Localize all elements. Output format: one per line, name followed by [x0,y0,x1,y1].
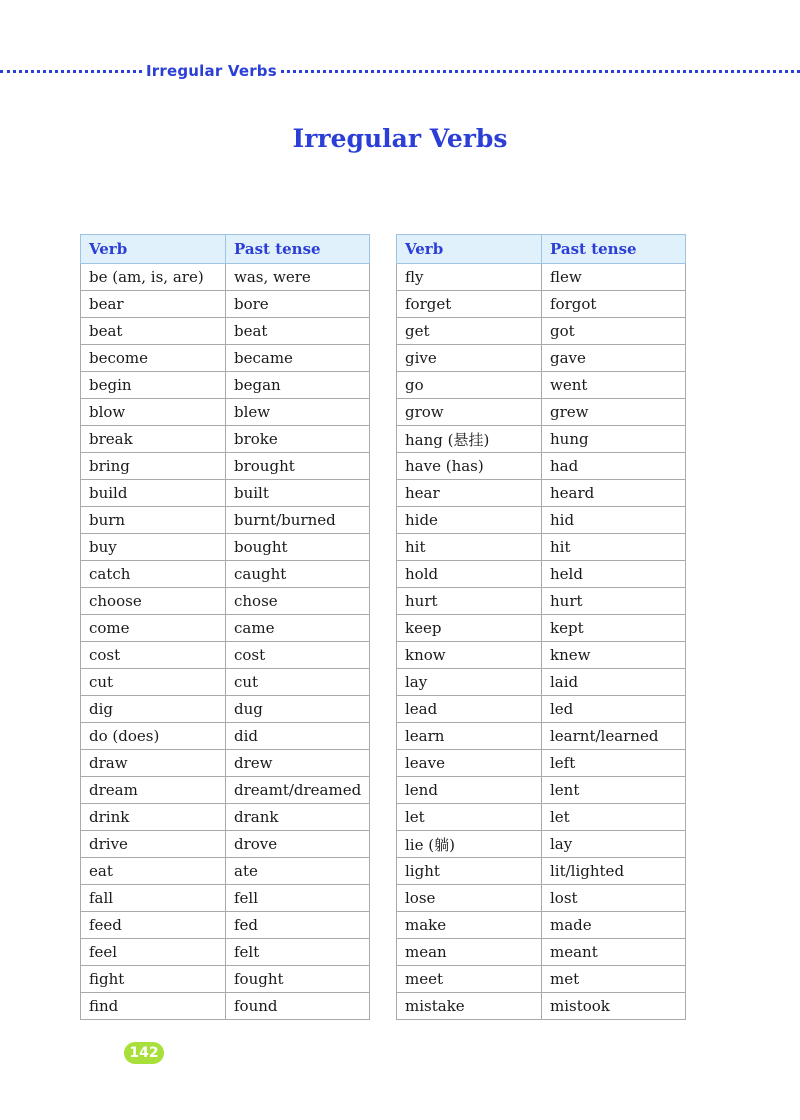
verb-cell: lie (躺) [397,831,542,858]
table-row [81,750,370,777]
column-header-verb: Verb [397,235,542,264]
verb-cell: make [397,912,542,939]
past-tense-cell: brought [226,453,370,480]
table-row [81,669,370,696]
verb-cell: meet [397,966,542,993]
table-row [397,453,686,480]
past-tense-cell: went [542,372,686,399]
past-tense-cell: forgot [542,291,686,318]
past-tense-cell: meant [542,939,686,966]
verb-cell: forget [397,291,542,318]
table-row [397,318,686,345]
past-tense-cell: beat [226,318,370,345]
table-row [397,480,686,507]
past-tense-cell: grew [542,399,686,426]
verb-cell: give [397,345,542,372]
past-tense-cell: gave [542,345,686,372]
past-tense-cell: hid [542,507,686,534]
verb-cell: buy [81,534,226,561]
table-row [397,939,686,966]
verb-cell: lend [397,777,542,804]
verb-cell: eat [81,858,226,885]
table-row [81,345,370,372]
verb-cell: draw [81,750,226,777]
verb-cell: hear [397,480,542,507]
table-row [81,399,370,426]
table-row [81,453,370,480]
verb-cell: burn [81,507,226,534]
past-tense-cell: learnt/learned [542,723,686,750]
verb-cell: bring [81,453,226,480]
verb-cell: lose [397,885,542,912]
table-row [81,426,370,453]
verb-cell: get [397,318,542,345]
past-tense-cell: knew [542,642,686,669]
past-tense-cell: fought [226,966,370,993]
verb-cell: be (am, is, are) [81,264,226,291]
past-tense-cell: lent [542,777,686,804]
verb-cell: cost [81,642,226,669]
verb-cell: know [397,642,542,669]
past-tense-cell: heard [542,480,686,507]
past-tense-cell: lit/lighted [542,858,686,885]
verb-cell: hurt [397,588,542,615]
table-row [81,480,370,507]
past-tense-cell: hurt [542,588,686,615]
verb-cell: light [397,858,542,885]
table-row [397,264,686,291]
running-header [0,62,800,80]
verb-cell: lead [397,696,542,723]
header-dotted-rule-left [0,70,142,73]
past-tense-cell: dug [226,696,370,723]
past-tense-cell: laid [542,669,686,696]
table-row [81,696,370,723]
page-title: Irregular Verbs [292,124,508,153]
verb-cell: feed [81,912,226,939]
verb-cell: lay [397,669,542,696]
verb-cell: cut [81,669,226,696]
verb-cell: beat [81,318,226,345]
verb-cell: dream [81,777,226,804]
past-tense-cell: bought [226,534,370,561]
page-number-badge: 142 [124,1042,164,1064]
verb-cell: let [397,804,542,831]
verb-cell: hang (悬挂) [397,426,542,453]
past-tense-cell: let [542,804,686,831]
table-row [397,507,686,534]
past-tense-cell: fell [226,885,370,912]
table-row [397,372,686,399]
verb-cell: break [81,426,226,453]
verb-cell: blow [81,399,226,426]
table-row [81,831,370,858]
table-row [81,561,370,588]
verb-cell: drink [81,804,226,831]
table-header-row [81,235,370,264]
past-tense-cell: drank [226,804,370,831]
verb-cell: fly [397,264,542,291]
table-row [397,912,686,939]
past-tense-cell: kept [542,615,686,642]
table-row [397,831,686,858]
past-tense-cell: led [542,696,686,723]
table-row [397,426,686,453]
past-tense-cell: made [542,912,686,939]
table-row [81,318,370,345]
verb-cell: go [397,372,542,399]
past-tense-cell: felt [226,939,370,966]
table-row [397,750,686,777]
verb-table-right [396,234,686,1020]
verb-cell: hit [397,534,542,561]
past-tense-cell: bore [226,291,370,318]
table-row [397,885,686,912]
table-row [81,993,370,1020]
table-row [397,399,686,426]
verb-cell: bear [81,291,226,318]
table-row [81,615,370,642]
verb-cell: begin [81,372,226,399]
past-tense-cell: met [542,966,686,993]
verb-cell: leave [397,750,542,777]
table-row [397,993,686,1020]
table-row [397,588,686,615]
past-tense-cell: cut [226,669,370,696]
past-tense-cell: burnt/burned [226,507,370,534]
table-row [81,804,370,831]
table-row [397,777,686,804]
table-row [81,507,370,534]
table-row [81,885,370,912]
past-tense-cell: mistook [542,993,686,1020]
verb-cell: fight [81,966,226,993]
table-row [81,534,370,561]
table-row [81,777,370,804]
verb-cell: hold [397,561,542,588]
verb-cell: mistake [397,993,542,1020]
table-row [81,291,370,318]
past-tense-cell: had [542,453,686,480]
table-row [81,372,370,399]
verb-cell: fall [81,885,226,912]
past-tense-cell: broke [226,426,370,453]
past-tense-cell: cost [226,642,370,669]
table-row [81,966,370,993]
table-row [81,858,370,885]
verb-cell: learn [397,723,542,750]
verb-cell: catch [81,561,226,588]
table-row [397,696,686,723]
verb-cell: mean [397,939,542,966]
past-tense-cell: got [542,318,686,345]
column-header-past-tense: Past tense [226,235,370,264]
table-row [397,534,686,561]
verb-cell: dig [81,696,226,723]
verb-cell: grow [397,399,542,426]
past-tense-cell: lost [542,885,686,912]
table-row [81,264,370,291]
verb-cell: hide [397,507,542,534]
header-dotted-rule-right [270,70,800,73]
table-row [397,615,686,642]
verb-cell: build [81,480,226,507]
verb-cell: have (has) [397,453,542,480]
table-header-row [397,235,686,264]
table-row [81,588,370,615]
column-header-verb: Verb [81,235,226,264]
table-row [397,642,686,669]
past-tense-cell: chose [226,588,370,615]
past-tense-cell: drove [226,831,370,858]
verb-cell: feel [81,939,226,966]
verb-table-left [80,234,370,1020]
table-row [81,912,370,939]
past-tense-cell: flew [542,264,686,291]
verb-cell: choose [81,588,226,615]
past-tense-cell: caught [226,561,370,588]
table-row [397,966,686,993]
past-tense-cell: came [226,615,370,642]
table-row [81,723,370,750]
past-tense-cell: was, were [226,264,370,291]
past-tense-cell: built [226,480,370,507]
past-tense-cell: began [226,372,370,399]
past-tense-cell: dreamt/dreamed [226,777,370,804]
table-row [81,642,370,669]
past-tense-cell: held [542,561,686,588]
table-row [81,939,370,966]
past-tense-cell: became [226,345,370,372]
past-tense-cell: found [226,993,370,1020]
past-tense-cell: ate [226,858,370,885]
verb-cell: find [81,993,226,1020]
table-row [397,804,686,831]
verb-cell: become [81,345,226,372]
table-row [397,561,686,588]
table-row [397,669,686,696]
table-row [397,723,686,750]
table-row [397,291,686,318]
verb-cell: come [81,615,226,642]
past-tense-cell: lay [542,831,686,858]
table-row [397,345,686,372]
verb-cell: keep [397,615,542,642]
past-tense-cell: did [226,723,370,750]
table-row [397,858,686,885]
past-tense-cell: fed [226,912,370,939]
verb-cell: do (does) [81,723,226,750]
verb-cell: drive [81,831,226,858]
past-tense-cell: hung [542,426,686,453]
past-tense-cell: left [542,750,686,777]
column-header-past-tense: Past tense [542,235,686,264]
past-tense-cell: hit [542,534,686,561]
running-header-title: Irregular Verbs [142,62,281,80]
past-tense-cell: drew [226,750,370,777]
past-tense-cell: blew [226,399,370,426]
